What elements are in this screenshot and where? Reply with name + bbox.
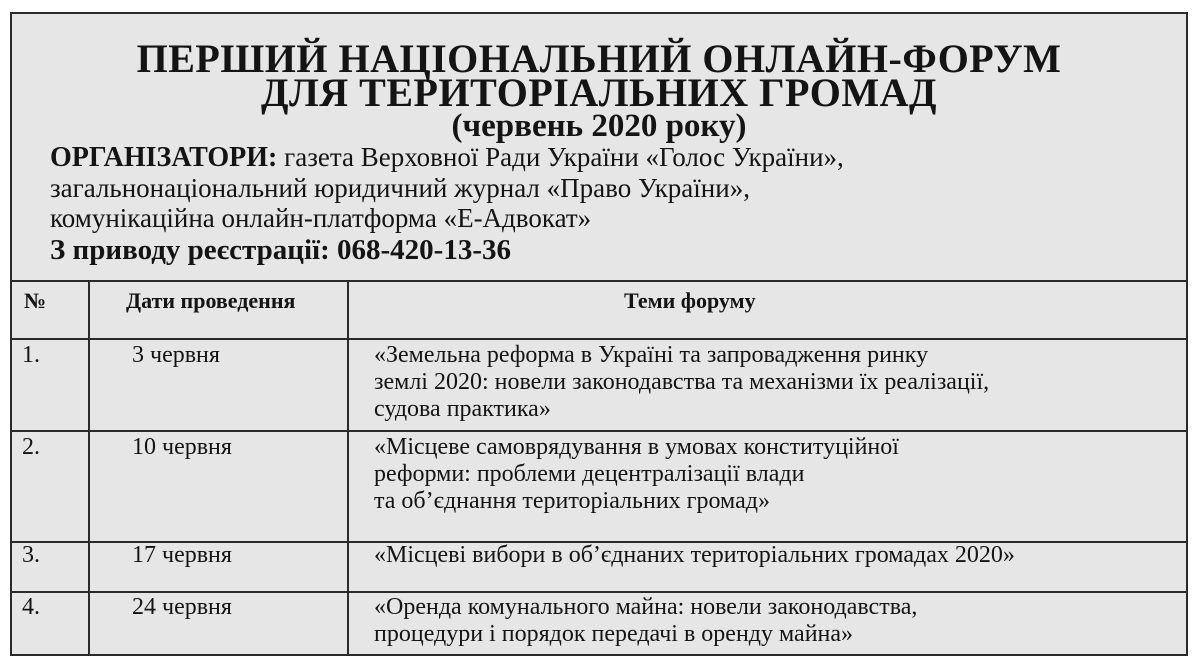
topic-line: «Місцеве самоврядування в умовах конституційної: [374, 434, 899, 460]
topic-line: реформи: проблеми децентралізації влади: [374, 461, 805, 487]
topic-line: «Земельна реформа в Україні та запровадження ринку: [374, 342, 929, 368]
row-number: 3.: [22, 542, 40, 568]
row-topic: [374, 342, 989, 423]
row-topic: [374, 542, 1015, 569]
row-topic: [374, 594, 917, 648]
title-line-1: ПЕРШИЙ НАЦІОНАЛЬНИЙ ОНЛАЙН-ФОРУМ: [136, 36, 1062, 81]
column-header-date: Дати проведення: [126, 288, 296, 313]
forum-announcement: [10, 12, 1188, 656]
row-number: 2.: [22, 434, 40, 460]
topic-line: та об’єднання територіальних громад»: [374, 488, 770, 514]
topic-line: процедури і порядок передачі в оренду майна»: [374, 621, 854, 647]
column-header-topic: Теми форуму: [624, 288, 756, 313]
announcement-header: [12, 14, 1186, 280]
column-header-number: №: [24, 288, 47, 313]
organizers-label: ОРГАНІЗАТОРИ:: [50, 142, 278, 173]
topic-line: судова практика»: [374, 396, 551, 422]
registration-phone: З приводу реєстрації: 068-420-13-36: [50, 234, 511, 266]
organizers-line-3: комунікаційна онлайн-платформа «Е-Адвокат»: [50, 203, 592, 233]
column-divider: [88, 282, 90, 654]
column-divider: [347, 282, 349, 654]
title-date: (червень 2020 року): [451, 108, 747, 144]
topic-line: «Оренда комунального майна: новели законодавства,: [374, 594, 918, 620]
row-topic: [374, 434, 899, 515]
title-line-2: ДЛЯ ТЕРИТОРІАЛЬНИХ ГРОМАД: [260, 70, 938, 115]
organizers-line-1: [50, 142, 1170, 173]
organizers-text-1: газета Верховної Ради України «Голос України»,: [277, 142, 844, 172]
topic-line: землі 2020: новели законодавства та механізми їх реалізації,: [374, 369, 990, 395]
row-number: 1.: [22, 342, 40, 368]
organizers-block: [50, 142, 1170, 233]
topic-line: «Місцеві вибори в об’єднаних територіальних громадах 2020»: [374, 542, 1015, 568]
row-date: 10 червня: [132, 434, 232, 460]
divider: [12, 338, 1186, 340]
row-date: 3 червня: [132, 342, 220, 368]
divider: [12, 430, 1186, 432]
row-date: 24 червня: [132, 594, 232, 620]
row-date: 17 червня: [132, 542, 232, 568]
organizers-line-2: загальнонаціональний юридичний журнал «Право України»,: [50, 173, 750, 203]
divider: [12, 591, 1186, 593]
row-number: 4.: [22, 594, 40, 620]
divider: [12, 280, 1186, 282]
